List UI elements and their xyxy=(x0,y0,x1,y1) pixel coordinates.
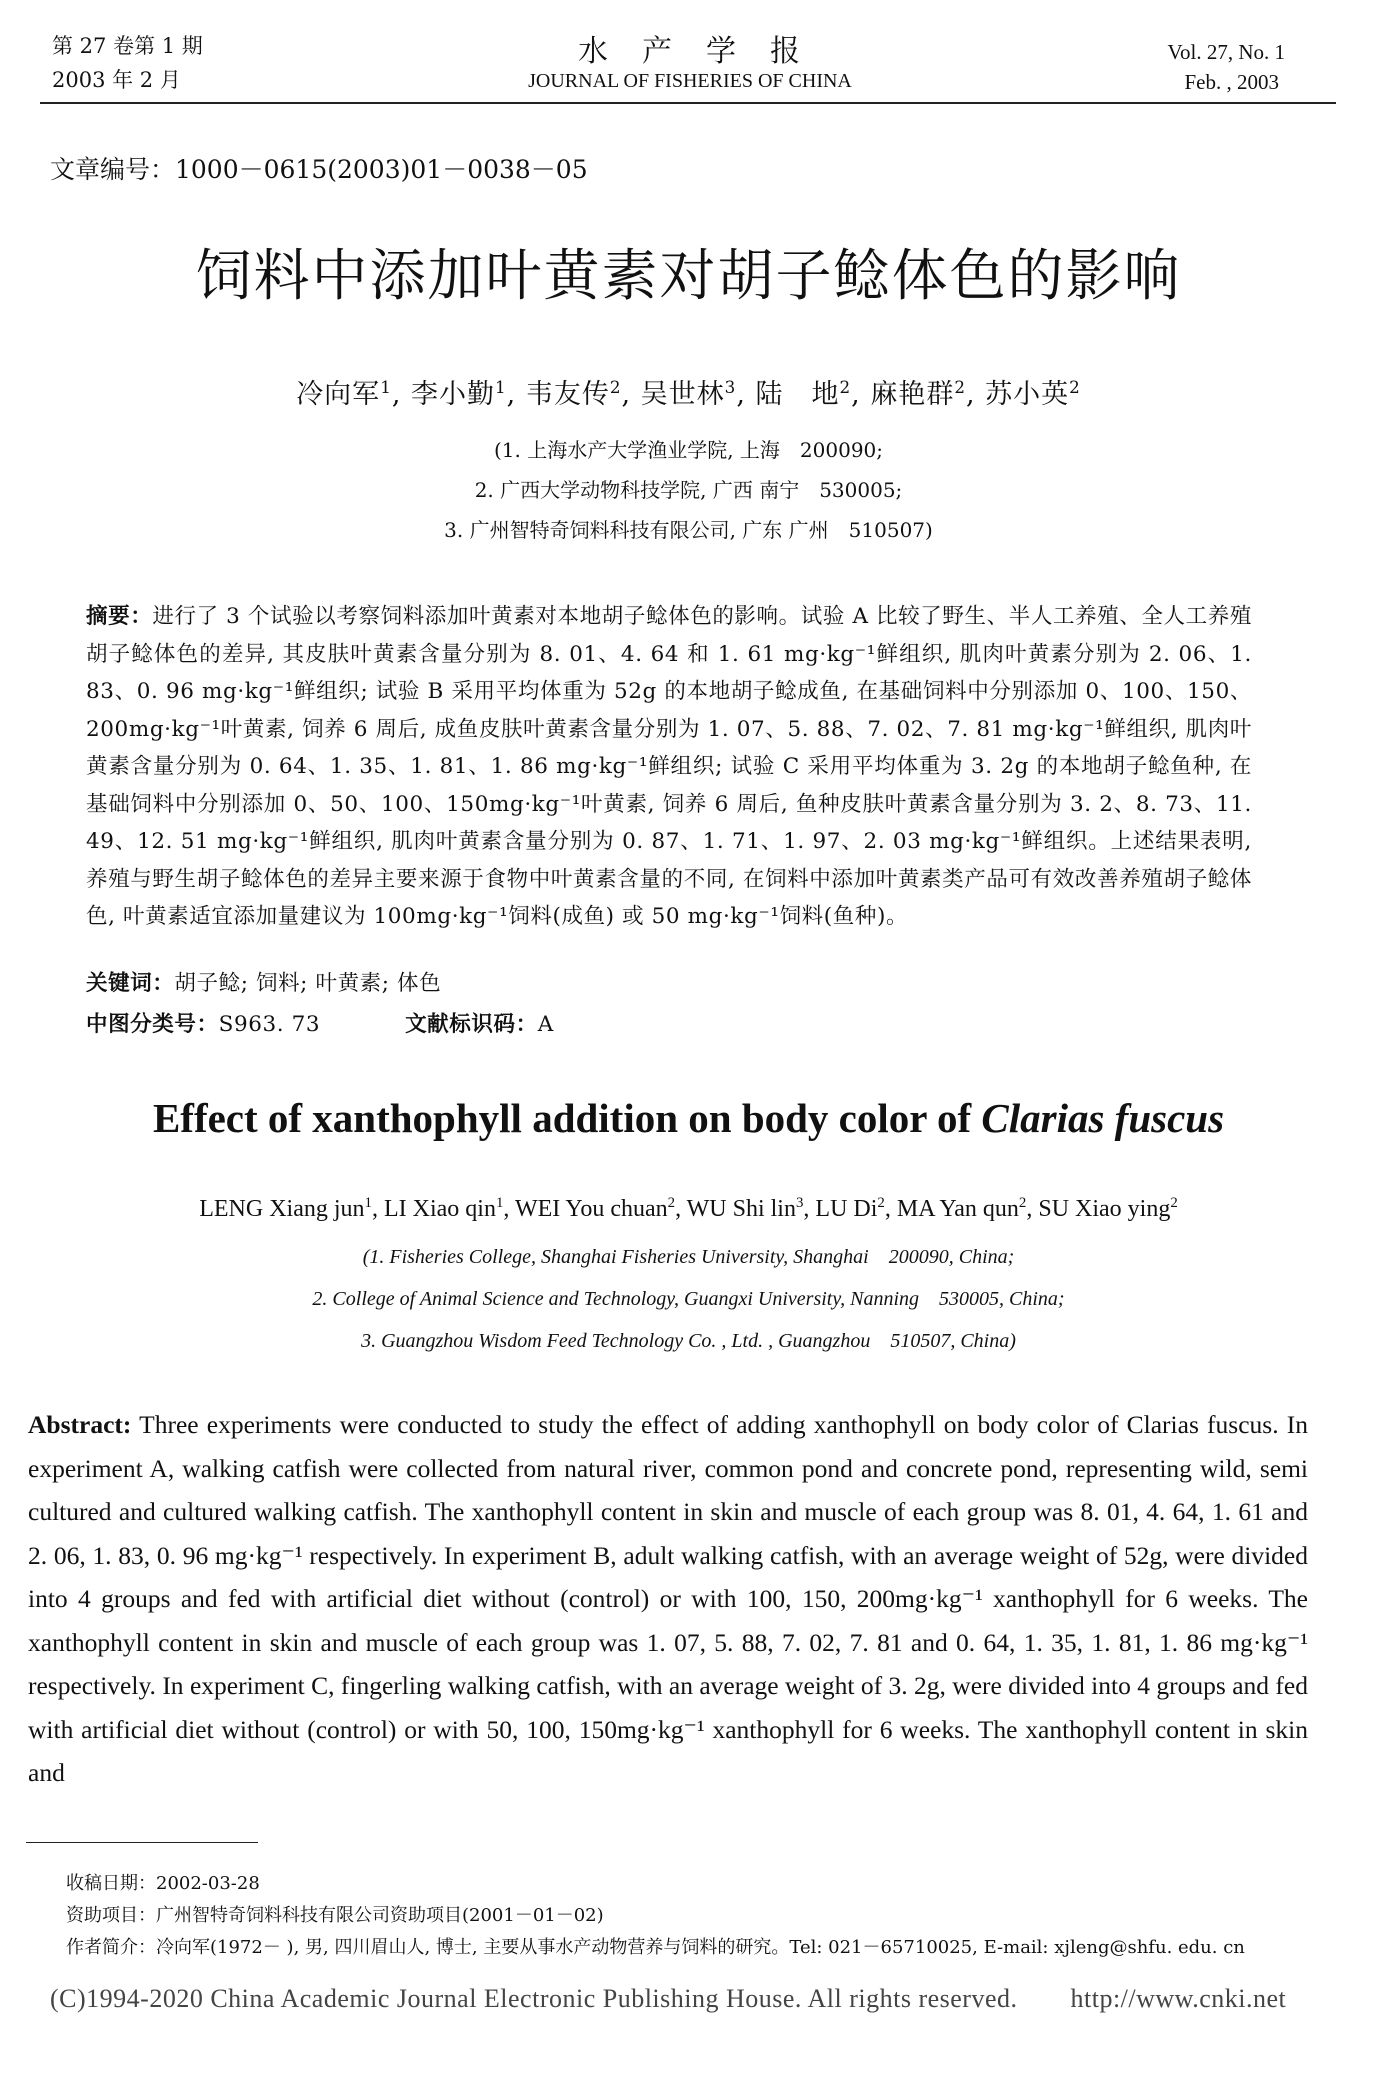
abstract-cn-text: 进行了 3 个试验以考察饲料添加叶黄素对本地胡子鲶体色的影响。试验 A 比较了野生、半人工养殖、全人工养殖胡子鲶体色的差异, 其皮肤叶黄素含量分别为 8. 01、4. 64 和 1. 61 mg·kg⁻¹鲜组织, 肌肉叶黄素分别为 2. 06、1. 83、0. 96 mg·kg⁻¹鲜组织; 试验 B 采用平均体重为 52g 的本地胡子鲶成鱼, 在基础饲料中分别添加 0、100、150、200mg·kg⁻¹叶黄素, 饲养 6 周后, 成鱼皮肤叶黄素含量分别为 1. 07、5. 88、7. 02、7. 81 mg·kg⁻¹鲜组织, 肌肉叶黄素含量分别为 0. 64、1. 35、1. 81、1. 86 mg·kg⁻¹鲜组织; 试验 C 采用平均体重为 3. 2g 的本地胡子鲶鱼种, 在基础饲料中分别添加 0、50、100、150mg·kg⁻¹叶黄素, 饲养 6 周后, 鱼种皮肤叶黄素含量分别为 3. 2、8. 73、11. 49、12. 51 mg·kg⁻¹鲜组织, 肌肉叶黄素含量分别为 0. 87、1. 71、1. 97、2. 03 mg·kg⁻¹鲜组织。上述结果表明, 养殖与野生胡子鲶体色的差异主要来源于食物中叶黄素含量的不同, 在饲料中添加叶黄素类产品可有效改善养殖胡子鲶体色, 叶黄素适宜添加量建议为 100mg·kg⁻¹饲料(成鱼) 或 50 mg·kg⁻¹饲料(鱼种)。 xyxy=(86,604,1252,929)
author-affiliation-mark: 2 xyxy=(609,377,622,397)
author-affiliation-mark: 2 xyxy=(877,1195,885,1211)
abstract-en-label: Abstract: xyxy=(28,1410,132,1439)
author-name: LENG Xiang jun xyxy=(199,1196,365,1222)
author-affiliation-mark: 2 xyxy=(1069,377,1081,397)
author-name: SU Xiao ying xyxy=(1038,1196,1171,1222)
author-name: LU Di xyxy=(815,1196,878,1222)
footnote-rule xyxy=(26,1842,258,1843)
author-affiliation-mark: 2 xyxy=(1170,1195,1178,1211)
affiliation-en-2: 2. College of Animal Science and Technology, Guangxi University, Nanning 530005, China; xyxy=(312,1288,1065,1310)
title-en xyxy=(0,1094,1377,1142)
article-number: 文章编号：1000－0615(2003)01－0038－05 xyxy=(50,155,588,184)
doc-code-label: 文献标识码： xyxy=(405,1012,538,1037)
author-affiliation-mark: 2 xyxy=(839,377,852,397)
abstract-cn-label: 摘要： xyxy=(86,604,153,629)
author-affiliation-mark: 1 xyxy=(495,377,507,397)
keywords-label: 关键词： xyxy=(86,971,175,996)
title-en-species: Clarias fuscus xyxy=(981,1095,1225,1141)
author-affiliation-mark: 2 xyxy=(1018,1195,1027,1211)
volume-issue-en: Vol. 27, No. 1 xyxy=(1167,40,1285,64)
authors-cn: 冷向军$^1$, 李小勤$^1$, 韦友传$^2$, 吴世林$^3$, 陆 地$^2$, 麻艳群$^2$, 苏小英$^2$ xyxy=(296,377,1081,410)
author-name: LI Xiao qin xyxy=(383,1196,496,1222)
author-name: 苏小英 xyxy=(985,379,1070,410)
author-name: 陆 地 xyxy=(755,379,840,410)
affiliation-cn-2: 2. 广西大学动物科技学院, 广西 南宁 530005; xyxy=(474,478,903,502)
classification-row xyxy=(86,1006,554,1044)
footnote-author: 作者简介：冷向军(1972－ ), 男, 四川眉山人, 博士, 主要从事水产动物营养与饲料的研究。Tel: 021－65710025, E-mail: xjleng@shfu. edu. cn xyxy=(66,1937,1245,1958)
date-en: Feb. , 2003 xyxy=(1184,70,1279,94)
journal-title-cn: 水 产 学 报 xyxy=(578,34,802,69)
author-name: 吴世林 xyxy=(640,379,725,410)
doc-code-value: A xyxy=(537,1012,554,1037)
title-cn: 饲料中添加叶黄素对胡子鲶体色的影响 xyxy=(195,244,1182,309)
header-rule xyxy=(40,102,1336,104)
copyright-line: (C)1994-2020 China Academic Journal Electronic Publishing House. All rights reserved. http://www.cnki.net xyxy=(50,1984,1287,2013)
author-name: 麻艳群 xyxy=(870,379,955,410)
author-name: 李小勤 xyxy=(411,379,496,410)
classification-value: S963. 73 xyxy=(218,1012,321,1037)
footnote-received: 收稿日期：2002-03-28 xyxy=(66,1873,260,1894)
author-affiliation-mark: 2 xyxy=(667,1195,676,1211)
authors-en: LENG Xiang jun$^1$, LI Xiao qin$^1$, WEI You chuan$^2$, WU Shi lin$^3$, LU Di$^2$, MA Yan qun$^2$, SU Xiao ying$^2$ xyxy=(199,1195,1178,1222)
abstract-en-text: Three experiments were conducted to study the effect of adding xanthophyll on body color of Clarias fuscus. In experiment A, walking catfish were collected from natural river, common pond and concrete pond, representing wild, semi cultured and cultured walking catfish. The xanthophyll content in skin and muscle of each group was 8. 01, 4. 64, 1. 61 and 2. 06, 1. 83, 0. 96 mg·kg⁻¹ respectively. In experiment B, adult walking catfish, with an average weight of 52g, were divided into 4 groups and fed with artificial diet without (control) or with 100, 150, 200mg·kg⁻¹ xanthophyll for 6 weeks. The xanthophyll content in skin and muscle of each group was 1. 07, 5. 88, 7. 02, 7. 81 and 0. 64, 1. 35, 1. 81, 1. 86 mg·kg⁻¹ respectively. In experiment C, fingerling walking catfish, with an average weight of 3. 2g, were divided into 4 groups and fed with artificial diet without (control) or with 50, 100, 150mg·kg⁻¹ xanthophyll for 6 weeks. The xanthophyll content in skin and xyxy=(28,1410,1309,1787)
affiliations-en xyxy=(0,1236,1377,1362)
classification-label: 中图分类号： xyxy=(86,1012,219,1037)
abstract-en xyxy=(28,1403,1308,1795)
author-affiliation-mark: 1 xyxy=(380,377,392,397)
author-name: 冷向军 xyxy=(296,379,381,410)
affiliation-cn-1: (1. 上海水产大学渔业学院, 上海 200090; xyxy=(493,438,884,462)
abstract-cn xyxy=(86,598,1252,936)
volume-issue-cn: 第 27 卷第 1 期 xyxy=(52,34,203,58)
date-cn: 2003 年 2 月 xyxy=(52,68,181,92)
journal-title-en: JOURNAL OF FISHERIES OF CHINA xyxy=(528,70,852,92)
author-affiliation-mark: 3 xyxy=(724,377,737,397)
footnote-funding: 资助项目：广州智特奇饲料科技有限公司资助项目(2001－01－02) xyxy=(66,1905,604,1926)
author-name: WEI You chuan xyxy=(514,1196,668,1222)
author-affiliation-mark: 1 xyxy=(364,1195,372,1211)
title-en-main: Effect of xanthophyll addition on body color of xyxy=(152,1095,982,1141)
author-name: WU Shi lin xyxy=(686,1196,796,1222)
affiliation-cn-3: 3. 广州智特奇饲料科技有限公司, 广东 广州 510507) xyxy=(444,518,933,542)
author-name: 韦友传 xyxy=(525,379,610,410)
author-affiliation-mark: 3 xyxy=(795,1195,804,1211)
author-affiliation-mark: 2 xyxy=(954,377,966,397)
keywords-text: 胡子鲶; 饲料; 叶黄素; 体色 xyxy=(174,971,442,996)
author-name: MA Yan qun xyxy=(896,1196,1019,1222)
author-affiliation-mark: 1 xyxy=(495,1195,504,1211)
affiliation-en-3: 3. Guangzhou Wisdom Feed Technology Co. , Ltd. , Guangzhou 510507, China) xyxy=(361,1330,1016,1352)
affiliation-en-1: (1. Fisheries College, Shanghai Fisheries University, Shanghai 200090, China; xyxy=(362,1246,1015,1268)
keywords-cn xyxy=(86,965,441,1003)
affiliations-cn xyxy=(0,430,1377,550)
footnotes xyxy=(66,1868,1316,1964)
